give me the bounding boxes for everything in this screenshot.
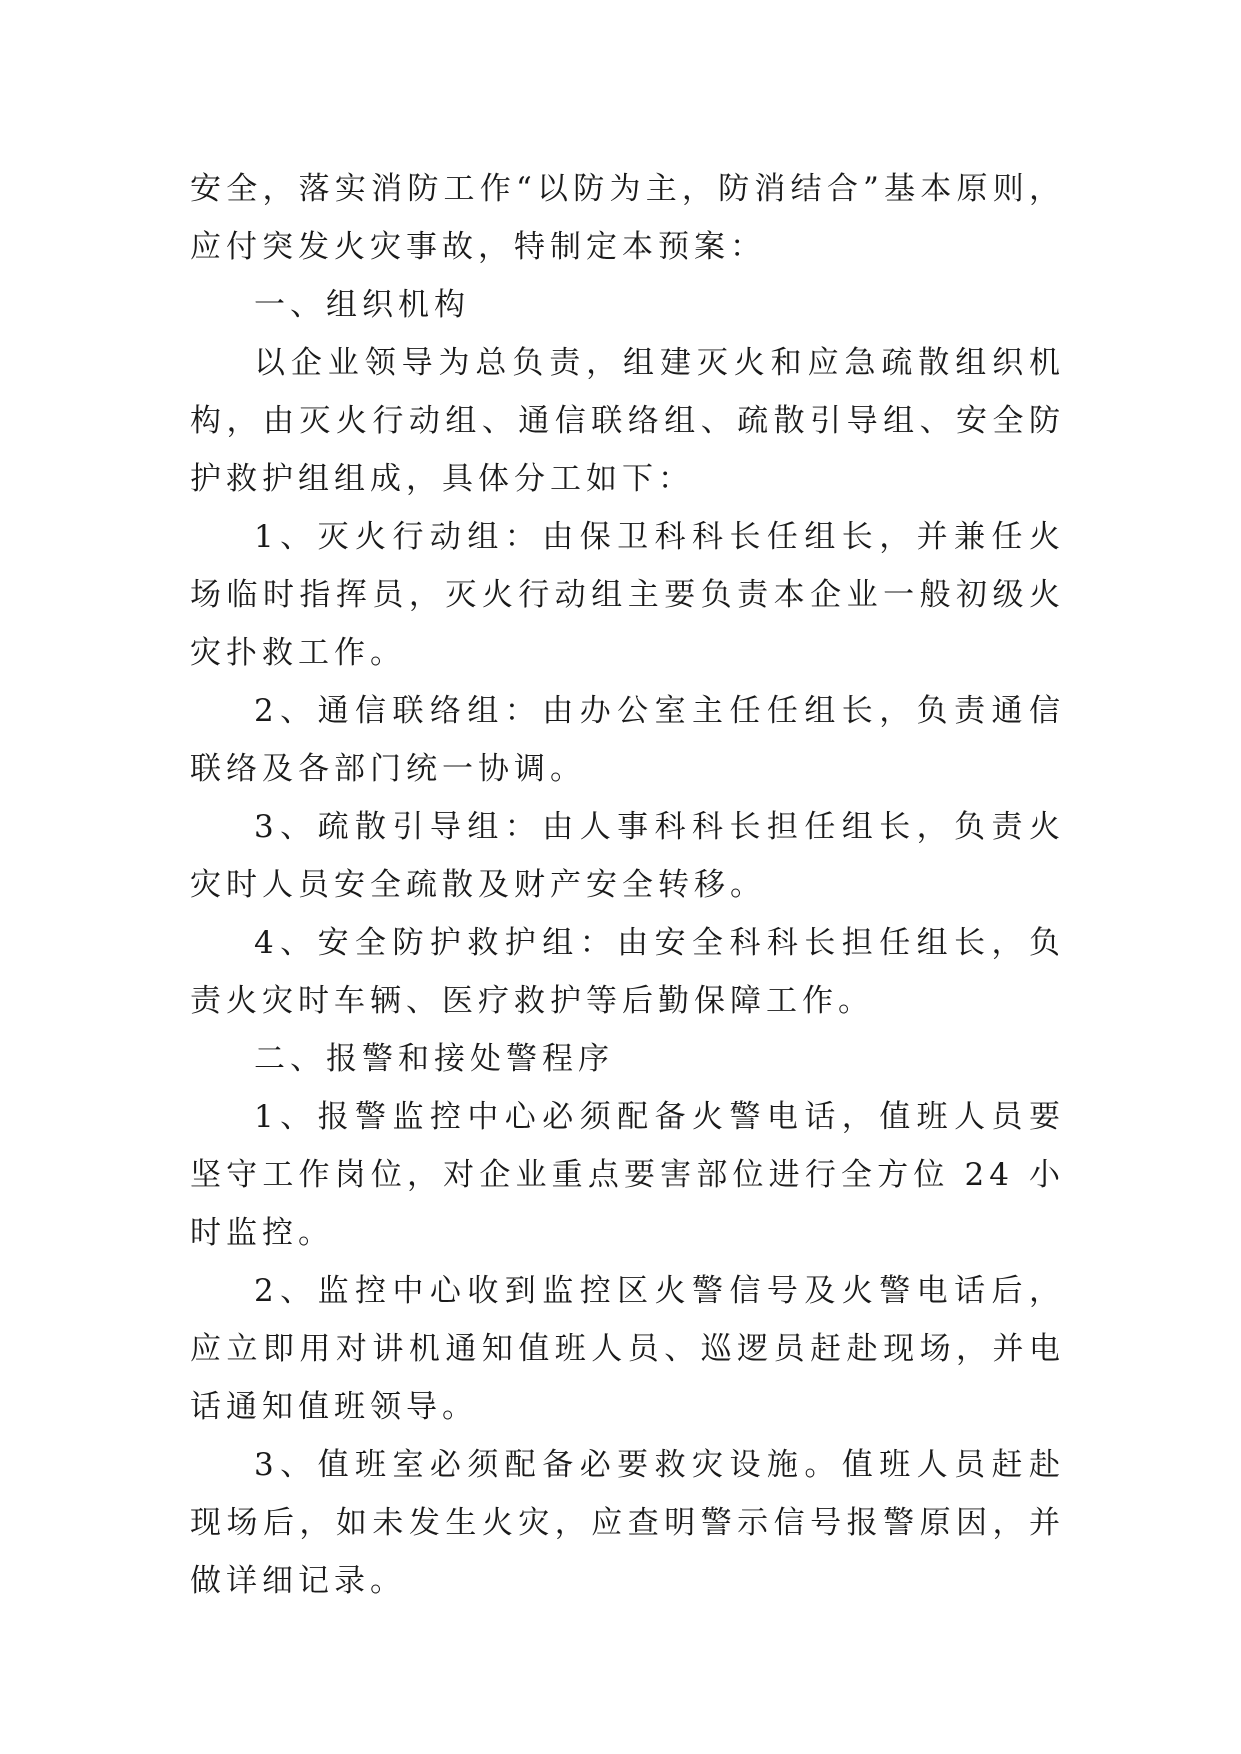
- heading-organization: 一、组织机构: [254, 287, 470, 323]
- body-text: [190, 160, 1065, 1610]
- paragraph-protection-group: 4、安全防护救护组：由安全科科长担任组长，负责火灾时车辆、医疗救护等后勤保障工作。: [190, 925, 1065, 1019]
- paragraph-alarm-2: 2、监控中心收到监控区火警信号及火警电话后，应立即用对讲机通知值班人员、巡逻员赶赴现场，并电话通知值班领导。: [190, 1273, 1065, 1425]
- paragraph-alarm-1: 1、报警监控中心必须配备火警电话，值班人员要坚守工作岗位，对企业重点要害部位进行全方位 24 小时监控。: [190, 1099, 1065, 1251]
- heading-alarm-procedure: 二、报警和接处警程序: [254, 1041, 614, 1077]
- paragraph-firefighting-group: 1、灭火行动组：由保卫科科长任组长，并兼任火场临时指挥员，灭火行动组主要负责本企业一般初级火灾扑救工作。: [190, 519, 1065, 671]
- paragraph-intro: 安全，落实消防工作“以防为主，防消结合”基本原则，应付突发火灾事故，特制定本预案：: [190, 171, 1065, 265]
- paragraph-organization: 以企业领导为总负责，组建灭火和应急疏散组织机构，由灭火行动组、通信联络组、疏散引导组、安全防护救护组组成，具体分工如下：: [190, 345, 1065, 497]
- paragraph-evacuation-group: 3、疏散引导组：由人事科科长担任组长，负责火灾时人员安全疏散及财产安全转移。: [190, 809, 1065, 903]
- paragraph-alarm-3: 3、值班室必须配备必要救灾设施。值班人员赶赴现场后，如未发生火灾，应查明警示信号报警原因，并做详细记录。: [190, 1447, 1065, 1599]
- paragraph-communication-group: 2、通信联络组：由办公室主任任组长，负责通信联络及各部门统一协调。: [190, 693, 1065, 787]
